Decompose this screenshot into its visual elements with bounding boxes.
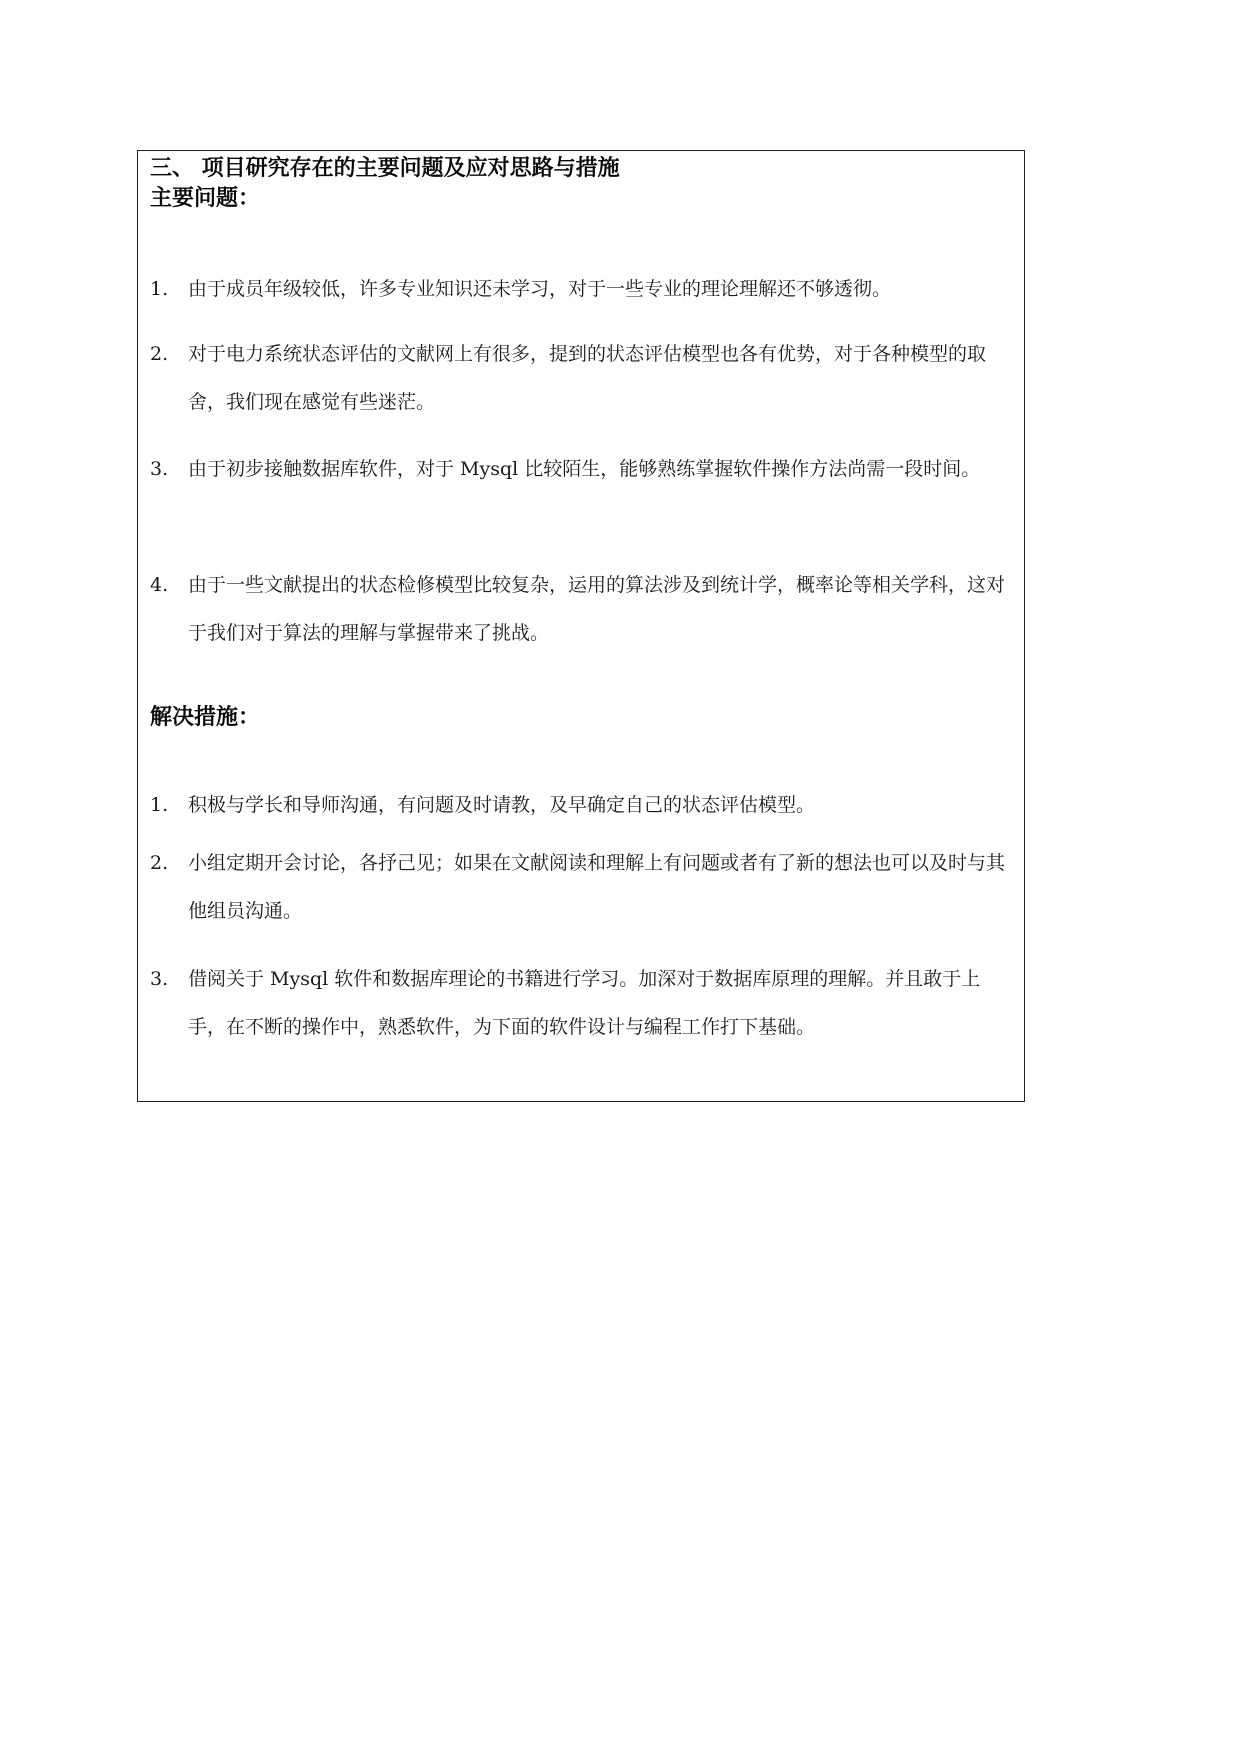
- solutions-heading: 解决措施：: [150, 705, 261, 730]
- problem-text: 对于电力系统状态评估的文献网上有很多，提到的状态评估模型也各有优势，对于各种模型的取舍，我们现在感觉有些迷茫。: [188, 343, 987, 413]
- problem-number: 2.: [150, 343, 169, 365]
- problem-text: 由于初步接触数据库软件，对于 Mysql 比较陌生，能够熟练掌握软件操作方法尚需一段时间。: [188, 458, 981, 480]
- problem-number: 1.: [150, 278, 169, 300]
- problem-item-1: [150, 265, 1016, 313]
- problem-number: 3.: [150, 458, 169, 480]
- solution-text: 积极与学长和导师沟通，有问题及时请教，及早确定自己的状态评估模型。: [188, 794, 816, 816]
- problems-heading: 主要问题：: [150, 186, 261, 211]
- solution-item-3: [150, 955, 1016, 1051]
- problem-item-3: [150, 445, 1016, 493]
- solution-number: 3.: [150, 968, 169, 990]
- section-box: [137, 150, 1025, 1102]
- problem-text: 由于成员年级较低，许多专业知识还未学习，对于一些专业的理论理解还不够透彻。: [188, 278, 892, 300]
- solution-number: 1.: [150, 794, 169, 816]
- problem-item-4: [150, 561, 1016, 657]
- problem-text: 由于一些文献提出的状态检修模型比较复杂，运用的算法涉及到统计学，概率论等相关学科，这对于我们对于算法的理解与掌握带来了挑战。: [188, 574, 1006, 644]
- solution-item-2: [150, 839, 1016, 935]
- solution-number: 2.: [150, 852, 169, 874]
- section-title: 三、 项目研究存在的主要问题及应对思路与措施: [150, 156, 620, 181]
- problem-item-2: [150, 330, 1016, 426]
- problem-number: 4.: [150, 574, 169, 596]
- solution-text: 小组定期开会讨论，各抒己见；如果在文献阅读和理解上有问题或者有了新的想法也可以及时与其他组员沟通。: [188, 852, 1006, 922]
- solution-text: 借阅关于 Mysql 软件和数据库理论的书籍进行学习。加深对于数据库原理的理解。并且敢于上手，在不断的操作中，熟悉软件，为下面的软件设计与编程工作打下基础。: [188, 968, 981, 1038]
- solution-item-1: [150, 781, 1016, 829]
